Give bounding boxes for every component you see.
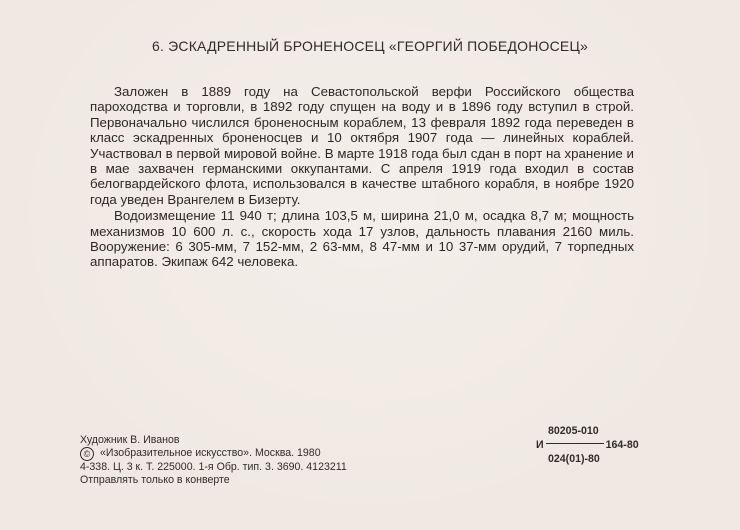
publisher-line [80,447,347,461]
imprint-block [80,434,347,488]
mailing-note: Отправлять только в конверте [80,474,230,487]
copyright-icon: © [80,447,94,461]
code-mid-left: И [536,439,544,451]
code-fraction [536,438,639,452]
fraction-line [546,443,604,444]
history-paragraph: Заложен в 1889 году на Севастопольской верфи Российского общества пароходства и торговли, в 1892 году спущен на воду и в 1896 году вступил в строй. Первоначально числился броненосным кораблем, 13 февраля 1892 года переведен в класс эскадренных броненосцев и 10 октября 1907 года — линейных кораблей. Участвовал в первой мировой войне. В марте 1918 года был сдан в порт на хранение и в мае захвачен германскими оккупантами. С апреля 1919 года входил в состав белогвардейского флота, использовался в качестве штабного корабля, в ноябре 1920 года уведен Врангелем в Бизерту. [90,84,634,207]
specs-paragraph: Водоизмещение 11 940 т; длина 103,5 м, ширина 21,0 м, осадка 8,7 м; мощность механизмов 10 600 л. с., скорость хода 17 узлов, дальность плавания 2160 миль. Вооружение: 6 305-мм, 7 152-мм, 2 63-мм, 8 47-мм и 10 37-мм орудий, 7 торпедных аппаратов. Экипаж 642 человека. [90,208,634,270]
publisher-text: «Изобразительное искусство». Москва. 1980 [100,447,321,460]
code-mid-right: 164-80 [605,439,639,451]
code-top: 80205-010 [548,425,599,437]
catalog-codes [536,424,639,466]
print-info: 4-338. Ц. 3 к. Т. 225000. 1-я Обр. тип. 3. 3690. 4123211 [80,461,347,474]
card-title: 6. ЭСКАДРЕННЫЙ БРОНЕНОСЕЦ «ГЕОРГИЙ ПОБЕДОНОСЕЦ» [151,38,589,54]
artist-credit: Художник В. Иванов [80,434,180,446]
description-text [90,84,634,270]
code-bottom: 024(01)-80 [548,453,600,465]
